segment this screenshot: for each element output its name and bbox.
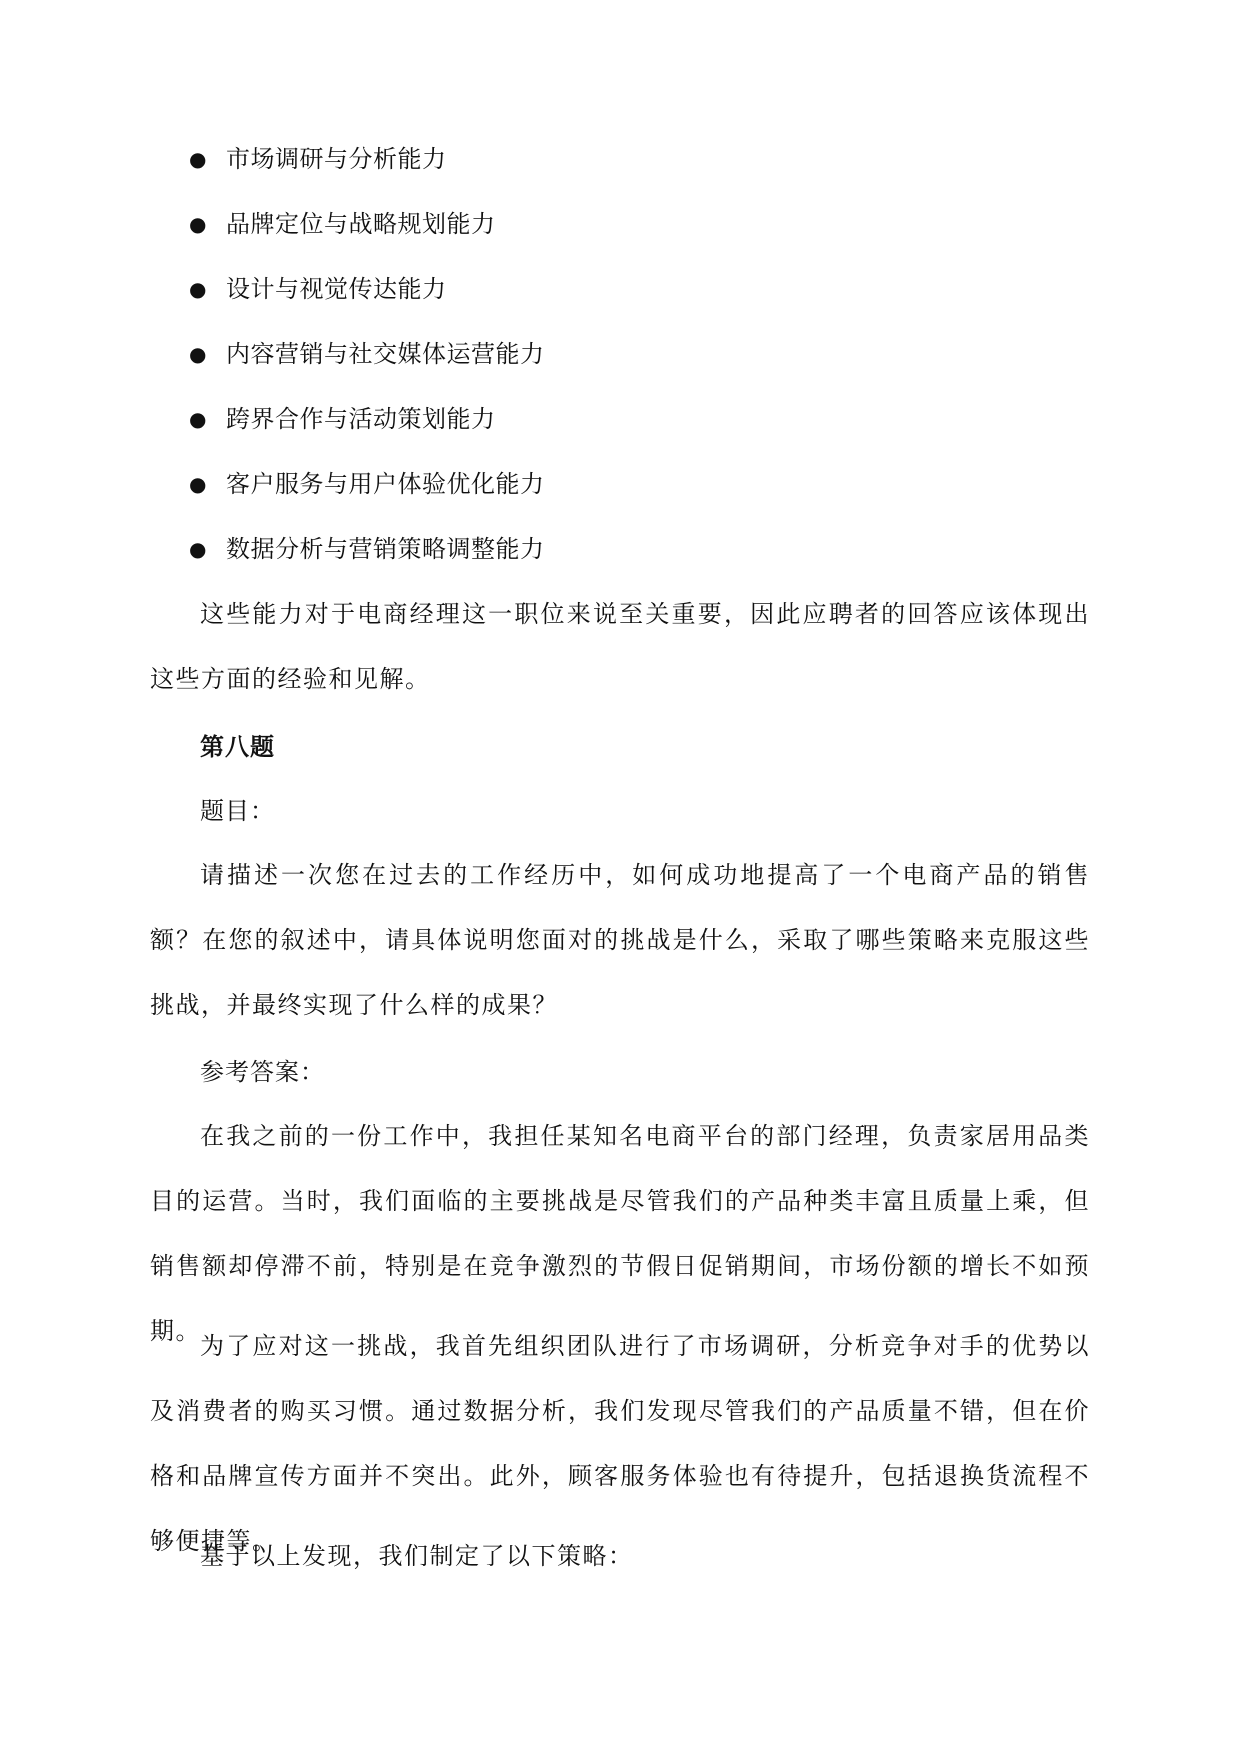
answer-paragraph: 基于以上发现，我们制定了以下策略： — [200, 1542, 634, 1570]
question-label: 题目： — [200, 797, 275, 825]
bullet-icon: ● — [189, 342, 207, 366]
question-heading: 第八题 — [200, 733, 275, 761]
bullet-icon: ● — [189, 537, 207, 561]
bullet-icon: ● — [189, 472, 207, 496]
list-item — [150, 139, 1090, 204]
bullet-icon: ● — [189, 147, 207, 171]
list-item — [150, 204, 1090, 269]
list-item-text: 跨界合作与活动策划能力 — [226, 405, 496, 433]
bullet-icon: ● — [189, 407, 207, 431]
list-item-text: 品牌定位与战略规划能力 — [226, 210, 496, 238]
bullet-icon: ● — [189, 277, 207, 301]
list-item-text: 内容营销与社交媒体运营能力 — [226, 340, 545, 368]
list-item — [150, 464, 1090, 529]
list-item-text: 设计与视觉传达能力 — [226, 275, 447, 303]
list-item — [150, 269, 1090, 334]
summary-paragraph: 这些能力对于电商经理这一职位来说至关重要，因此应聘者的回答应该体现出这些方面的经验和见解。 — [150, 600, 1090, 693]
answer-paragraph: 在我之前的一份工作中，我担任某知名电商平台的部门经理，负责家居用品类目的运营。当时，我们面临的主要挑战是尽管我们的产品种类丰富且质量上乘，但销售额却停滞不前，特别是在竞争激烈的节假日促销期间，市场份额的增长不如预期。 — [150, 1122, 1090, 1345]
list-item-text: 客户服务与用户体验优化能力 — [226, 470, 545, 498]
bullet-icon: ● — [189, 212, 207, 236]
answer-paragraph: 为了应对这一挑战，我首先组织团队进行了市场调研，分析竞争对手的优势以及消费者的购买习惯。通过数据分析，我们发现尽管我们的产品质量不错，但在价格和品牌宣传方面并不突出。此外，顾客服务体验也有待提升，包括退换货流程不够便捷等。 — [150, 1332, 1090, 1555]
list-item-text: 市场调研与分析能力 — [226, 145, 447, 173]
ability-list — [150, 139, 1090, 594]
list-item — [150, 334, 1090, 399]
list-item — [150, 399, 1090, 464]
answer-label: 参考答案： — [200, 1058, 325, 1086]
question-paragraph: 请描述一次您在过去的工作经历中，如何成功地提高了一个电商产品的销售额？在您的叙述中，请具体说明您面对的挑战是什么，采取了哪些策略来克服这些挑战，并最终实现了什么样的成果？ — [150, 861, 1090, 1019]
list-item-text: 数据分析与营销策略调整能力 — [226, 535, 545, 563]
